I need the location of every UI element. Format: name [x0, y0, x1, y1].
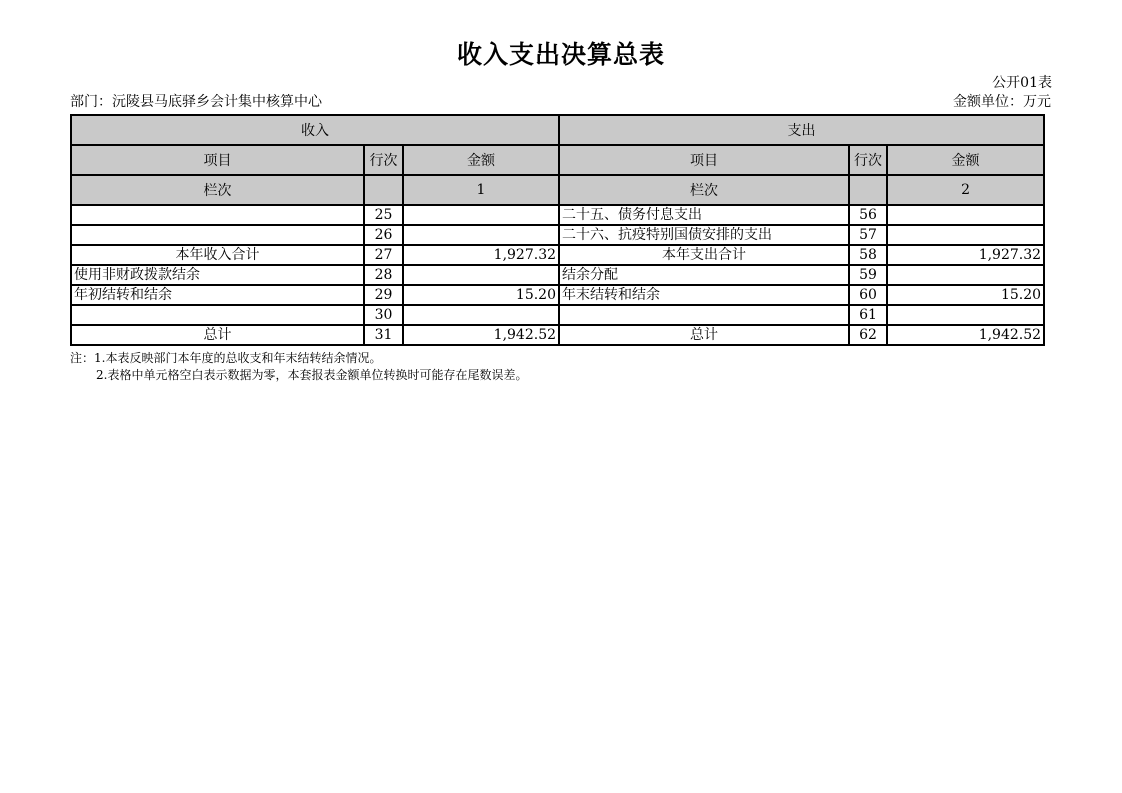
expense-line-cell: 60	[849, 285, 887, 305]
note-line-1: 注：1.本表反映部门本年度的总收支和年末结转结余情况。	[70, 351, 382, 365]
expense-item-cell	[559, 305, 849, 325]
expense-item-cell: 总计	[559, 325, 849, 345]
income-amount-cell	[403, 225, 559, 245]
income-section-header: 收入	[71, 115, 559, 145]
income-item-cell: 年初结转和结余	[71, 285, 364, 305]
expense-col-header-line: 行次	[849, 145, 887, 175]
income-item-cell: 本年收入合计	[71, 245, 364, 265]
income-col-header-line: 行次	[364, 145, 403, 175]
income-line-cell: 25	[364, 205, 403, 225]
department-label: 部门：沅陵县马底驿乡会计集中核算中心	[70, 94, 322, 110]
section-header-row	[71, 115, 1044, 145]
table-row	[71, 225, 1044, 245]
note-line-2: 2.表格中单元格空白表示数据为零，本套报表金额单位转换时可能存在尾数误差。	[96, 368, 528, 382]
income-column-index-label: 栏次	[71, 175, 364, 205]
income-amount-cell: 15.20	[403, 285, 559, 305]
table-row	[71, 305, 1044, 325]
table-row	[71, 285, 1044, 305]
expense-line-cell: 56	[849, 205, 887, 225]
income-item-cell	[71, 225, 364, 245]
income-column-number: 1	[403, 175, 559, 205]
expense-amount-cell	[887, 305, 1044, 325]
expense-amount-cell: 1,927.32	[887, 245, 1044, 265]
income-item-cell: 总计	[71, 325, 364, 345]
income-amount-cell: 1,942.52	[403, 325, 559, 345]
income-amount-cell: 1,927.32	[403, 245, 559, 265]
expense-item-cell: 二十五、债务付息支出	[559, 205, 849, 225]
expense-line-cell: 58	[849, 245, 887, 265]
summary-table	[70, 114, 1045, 346]
income-line-cell: 27	[364, 245, 403, 265]
expense-section-header: 支出	[559, 115, 1044, 145]
expense-col-header-amount: 金额	[887, 145, 1044, 175]
table-row	[71, 205, 1044, 225]
expense-amount-cell	[887, 205, 1044, 225]
column-header-row	[71, 145, 1044, 175]
income-amount-cell	[403, 265, 559, 285]
expense-line-cell: 59	[849, 265, 887, 285]
column-index-row	[71, 175, 1044, 205]
income-line-cell: 26	[364, 225, 403, 245]
expense-item-cell: 本年支出合计	[559, 245, 849, 265]
income-line-cell: 30	[364, 305, 403, 325]
expense-item-cell: 二十六、抗疫特别国债安排的支出	[559, 225, 849, 245]
income-line-cell: 28	[364, 265, 403, 285]
meta-row	[70, 94, 1051, 111]
notes	[70, 350, 1122, 384]
income-line-cell: 29	[364, 285, 403, 305]
table-row	[71, 245, 1044, 265]
expense-line-cell: 61	[849, 305, 887, 325]
income-item-cell	[71, 305, 364, 325]
expense-amount-cell: 1,942.52	[887, 325, 1044, 345]
income-line-cell: 31	[364, 325, 403, 345]
expense-column-index-label: 栏次	[559, 175, 849, 205]
expense-line-cell: 62	[849, 325, 887, 345]
unit-label: 金额单位：万元	[953, 94, 1051, 110]
expense-item-cell: 结余分配	[559, 265, 849, 285]
expense-column-number: 2	[887, 175, 1044, 205]
table-row	[71, 265, 1044, 285]
income-col-header-amount: 金额	[403, 145, 559, 175]
expense-item-cell: 年末结转和结余	[559, 285, 849, 305]
expense-amount-cell	[887, 225, 1044, 245]
expense-col-header-item: 项目	[559, 145, 849, 175]
income-col-header-item: 项目	[71, 145, 364, 175]
income-line-blank	[364, 175, 403, 205]
doc-code: 公开01表	[992, 75, 1052, 91]
table-row	[71, 325, 1044, 345]
expense-amount-cell	[887, 265, 1044, 285]
income-amount-cell	[403, 205, 559, 225]
page-title: 收入支出决算总表	[456, 40, 665, 69]
expense-line-cell: 57	[849, 225, 887, 245]
income-item-cell: 使用非财政拨款结余	[71, 265, 364, 285]
income-item-cell	[71, 205, 364, 225]
expense-line-blank	[849, 175, 887, 205]
income-amount-cell	[403, 305, 559, 325]
expense-amount-cell: 15.20	[887, 285, 1044, 305]
